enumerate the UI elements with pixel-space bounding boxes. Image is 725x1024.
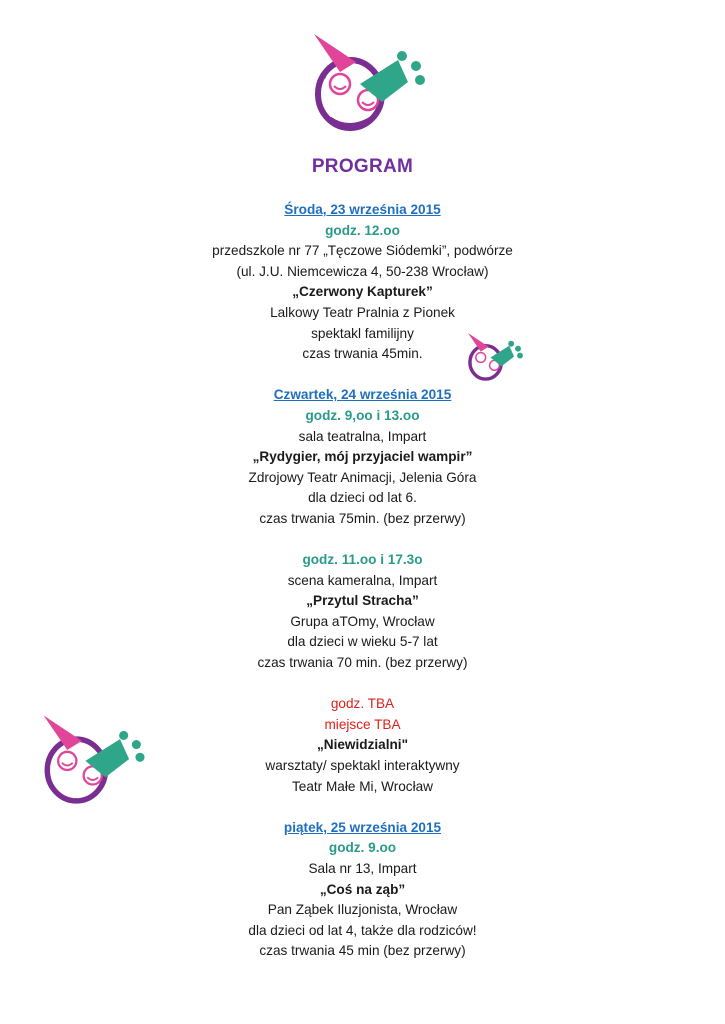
program-list — [0, 200, 725, 962]
event-show-title: „Coś na ząb” — [319, 881, 406, 897]
event-audience: dla dzieci w wieku 5-7 lat — [287, 634, 438, 650]
event-show-title: „Rydygier, mój przyjaciel wampir” — [252, 449, 473, 465]
event-venue: sala teatralna, Impart — [298, 428, 427, 444]
event-duration: czas trwania 75min. (bez przerwy) — [259, 510, 466, 526]
event-venue: Sala nr 13, Impart — [308, 861, 417, 876]
event-place: miejsce TBA — [324, 716, 401, 732]
event-time: godz. 11.oo i 17.3o — [302, 552, 423, 568]
event-show-title: „Czerwony Kapturek” — [292, 284, 433, 300]
event-date: Środa, 23 września 2015 — [284, 202, 441, 217]
event-time: godz. 9,oo i 13.oo — [305, 407, 420, 423]
event-company: Grupa aTOmy, Wrocław — [290, 613, 435, 629]
event-company: Teatr Małe Mi, Wrocław — [291, 778, 433, 794]
page-title: PROGRAM — [311, 156, 414, 177]
event-time: godz. TBA — [330, 696, 395, 712]
event-audience: dla dzieci od lat 6. — [308, 490, 417, 506]
event-audience: spektakl familijny — [311, 325, 414, 341]
event-type: warsztaty/ spektakl interaktywny — [265, 758, 460, 774]
event-date: Czwartek, 24 września 2015 — [273, 387, 452, 403]
event-company: Zdrojowy Teatr Animacji, Jelenia Góra — [248, 469, 477, 485]
event-show-title: „Przytul Stracha” — [306, 593, 419, 609]
event-venue: scena kameralna, Impart — [287, 572, 438, 588]
event-time: godz. 12.oo — [325, 222, 400, 238]
event-audience: dla dzieci od lat 4, także dla rodziców! — [248, 922, 477, 938]
event-duration: czas trwania 45min. — [302, 346, 423, 362]
event-date: piątek, 25 września 2015 — [283, 819, 442, 835]
event-show-title: „Niewidzialni" — [316, 737, 409, 753]
event-company: Lalkowy Teatr Pralnia z Pionek — [270, 304, 455, 320]
event-duration: czas trwania 70 min. (bez przerwy) — [257, 655, 468, 671]
event-time: godz. 9.oo — [328, 840, 397, 856]
festival-logo — [300, 28, 430, 138]
event-duration: czas trwania 45 min (bez przerwy) — [259, 943, 466, 959]
event-address: (ul. J.U. Niemcewicza 4, 50-238 Wrocław) — [236, 263, 489, 279]
event-company: Pan Ząbek Iluzjonista, Wrocław — [267, 902, 458, 918]
event-venue: przedszkole nr 77 „Tęczowe Siódemki”, podwórze — [212, 243, 513, 259]
